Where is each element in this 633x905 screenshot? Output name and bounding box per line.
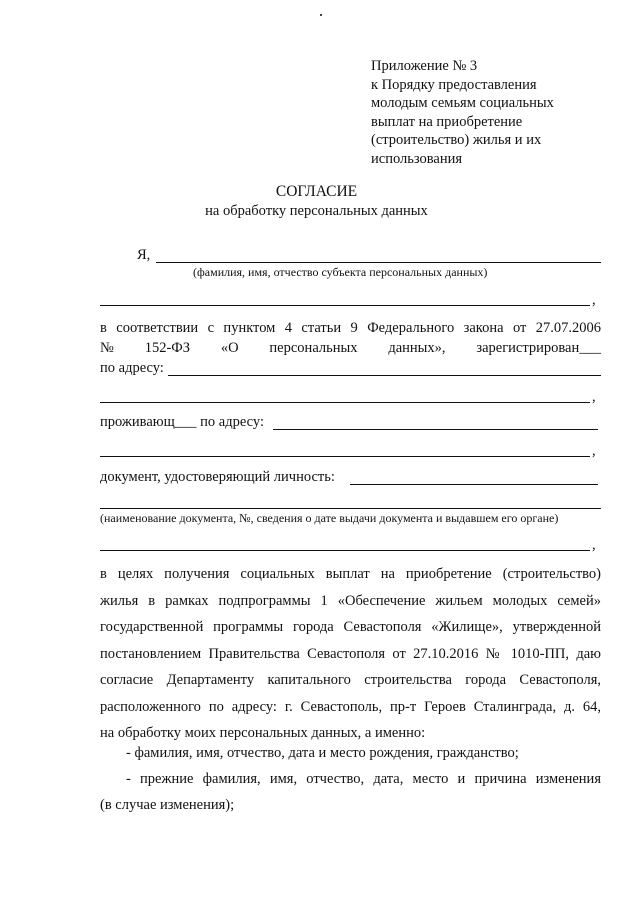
comma: , (592, 292, 596, 308)
registration-address-continuation[interactable] (100, 402, 590, 403)
appendix-line: молодым семьям социальных (371, 95, 554, 112)
fio-field[interactable] (156, 262, 601, 263)
document-title: СОГЛАСИЕ (275, 183, 358, 200)
comma: , (592, 443, 596, 459)
law-word: данных», (388, 340, 446, 356)
document-caption: (наименование документа, №, сведения о дате выдачи документа и выдавшем его органе) (100, 511, 559, 525)
paragraph-line: постановлением Правительства Севастополя от 27.10.2016 № 1010-ПП, даю (100, 645, 601, 662)
law-line-2 (100, 340, 601, 357)
consent-paragraph (100, 561, 601, 747)
living-address-label: проживающ___ по адресу: (100, 414, 264, 430)
fio-continuation-field[interactable] (100, 305, 590, 306)
appendix-block (371, 57, 611, 169)
list-item-continuation: (в случае изменения); (100, 797, 235, 813)
living-address-continuation[interactable] (100, 456, 590, 457)
paragraph-line: жилья в рамках подпрограммы 1 «Обеспечение жильем молодых семей» (100, 592, 601, 609)
comma: , (592, 389, 596, 405)
registration-address-field[interactable] (168, 375, 601, 376)
living-address-field[interactable] (273, 429, 598, 430)
paragraph-line: на обработку моих персональных данных, а именно: (100, 725, 426, 741)
appendix-line: выплат на приобретение (371, 113, 523, 130)
law-line-1: в соответствии с пунктом 4 статьи 9 Федерального закона от 27.07.2006 (100, 320, 601, 336)
document-subtitle: на обработку персональных данных (205, 203, 428, 219)
fio-caption: (фамилия, имя, отчество субъекта персональных данных) (193, 265, 488, 279)
law-word: 152-ФЗ (144, 340, 190, 356)
document-field[interactable] (350, 484, 598, 485)
law-word: персональных (269, 340, 358, 356)
scan-dot (320, 14, 322, 16)
document-details-field[interactable] (100, 508, 601, 509)
appendix-line: использования (371, 150, 463, 167)
address-label: по адресу: (100, 360, 164, 376)
law-word: зарегистрирован___ (476, 340, 601, 356)
paragraph-line: расположенного по адресу: г. Севастополь, пр-т Героев Сталинграда, д. 64, (100, 698, 601, 715)
paragraph-line: в целях получения социальных выплат на приобретение (строительство) (100, 566, 601, 582)
document-continuation-field[interactable] (100, 550, 590, 551)
list-item: - фамилия, имя, отчество, дата и место рождения, гражданство; (126, 745, 519, 761)
document-label: документ, удостоверяющий личность: (100, 469, 335, 485)
law-word: № (100, 340, 114, 356)
list-item: - прежние фамилия, имя, отчество, дата, место и причина изменения (126, 771, 601, 787)
comma: , (592, 537, 596, 553)
law-word: «О (220, 340, 239, 356)
paragraph-line: согласие Департаменту капитального строительства города Севастополя, (100, 672, 601, 688)
appendix-line: Приложение № 3 (371, 58, 478, 74)
paragraph-line: государственной программы города Севастополя «Жилище», утвержденной (100, 619, 601, 635)
appendix-line: к Порядку предоставления (371, 76, 537, 93)
appendix-line: (строительство) жилья и их (371, 132, 542, 149)
ya-label: Я, (137, 247, 151, 263)
